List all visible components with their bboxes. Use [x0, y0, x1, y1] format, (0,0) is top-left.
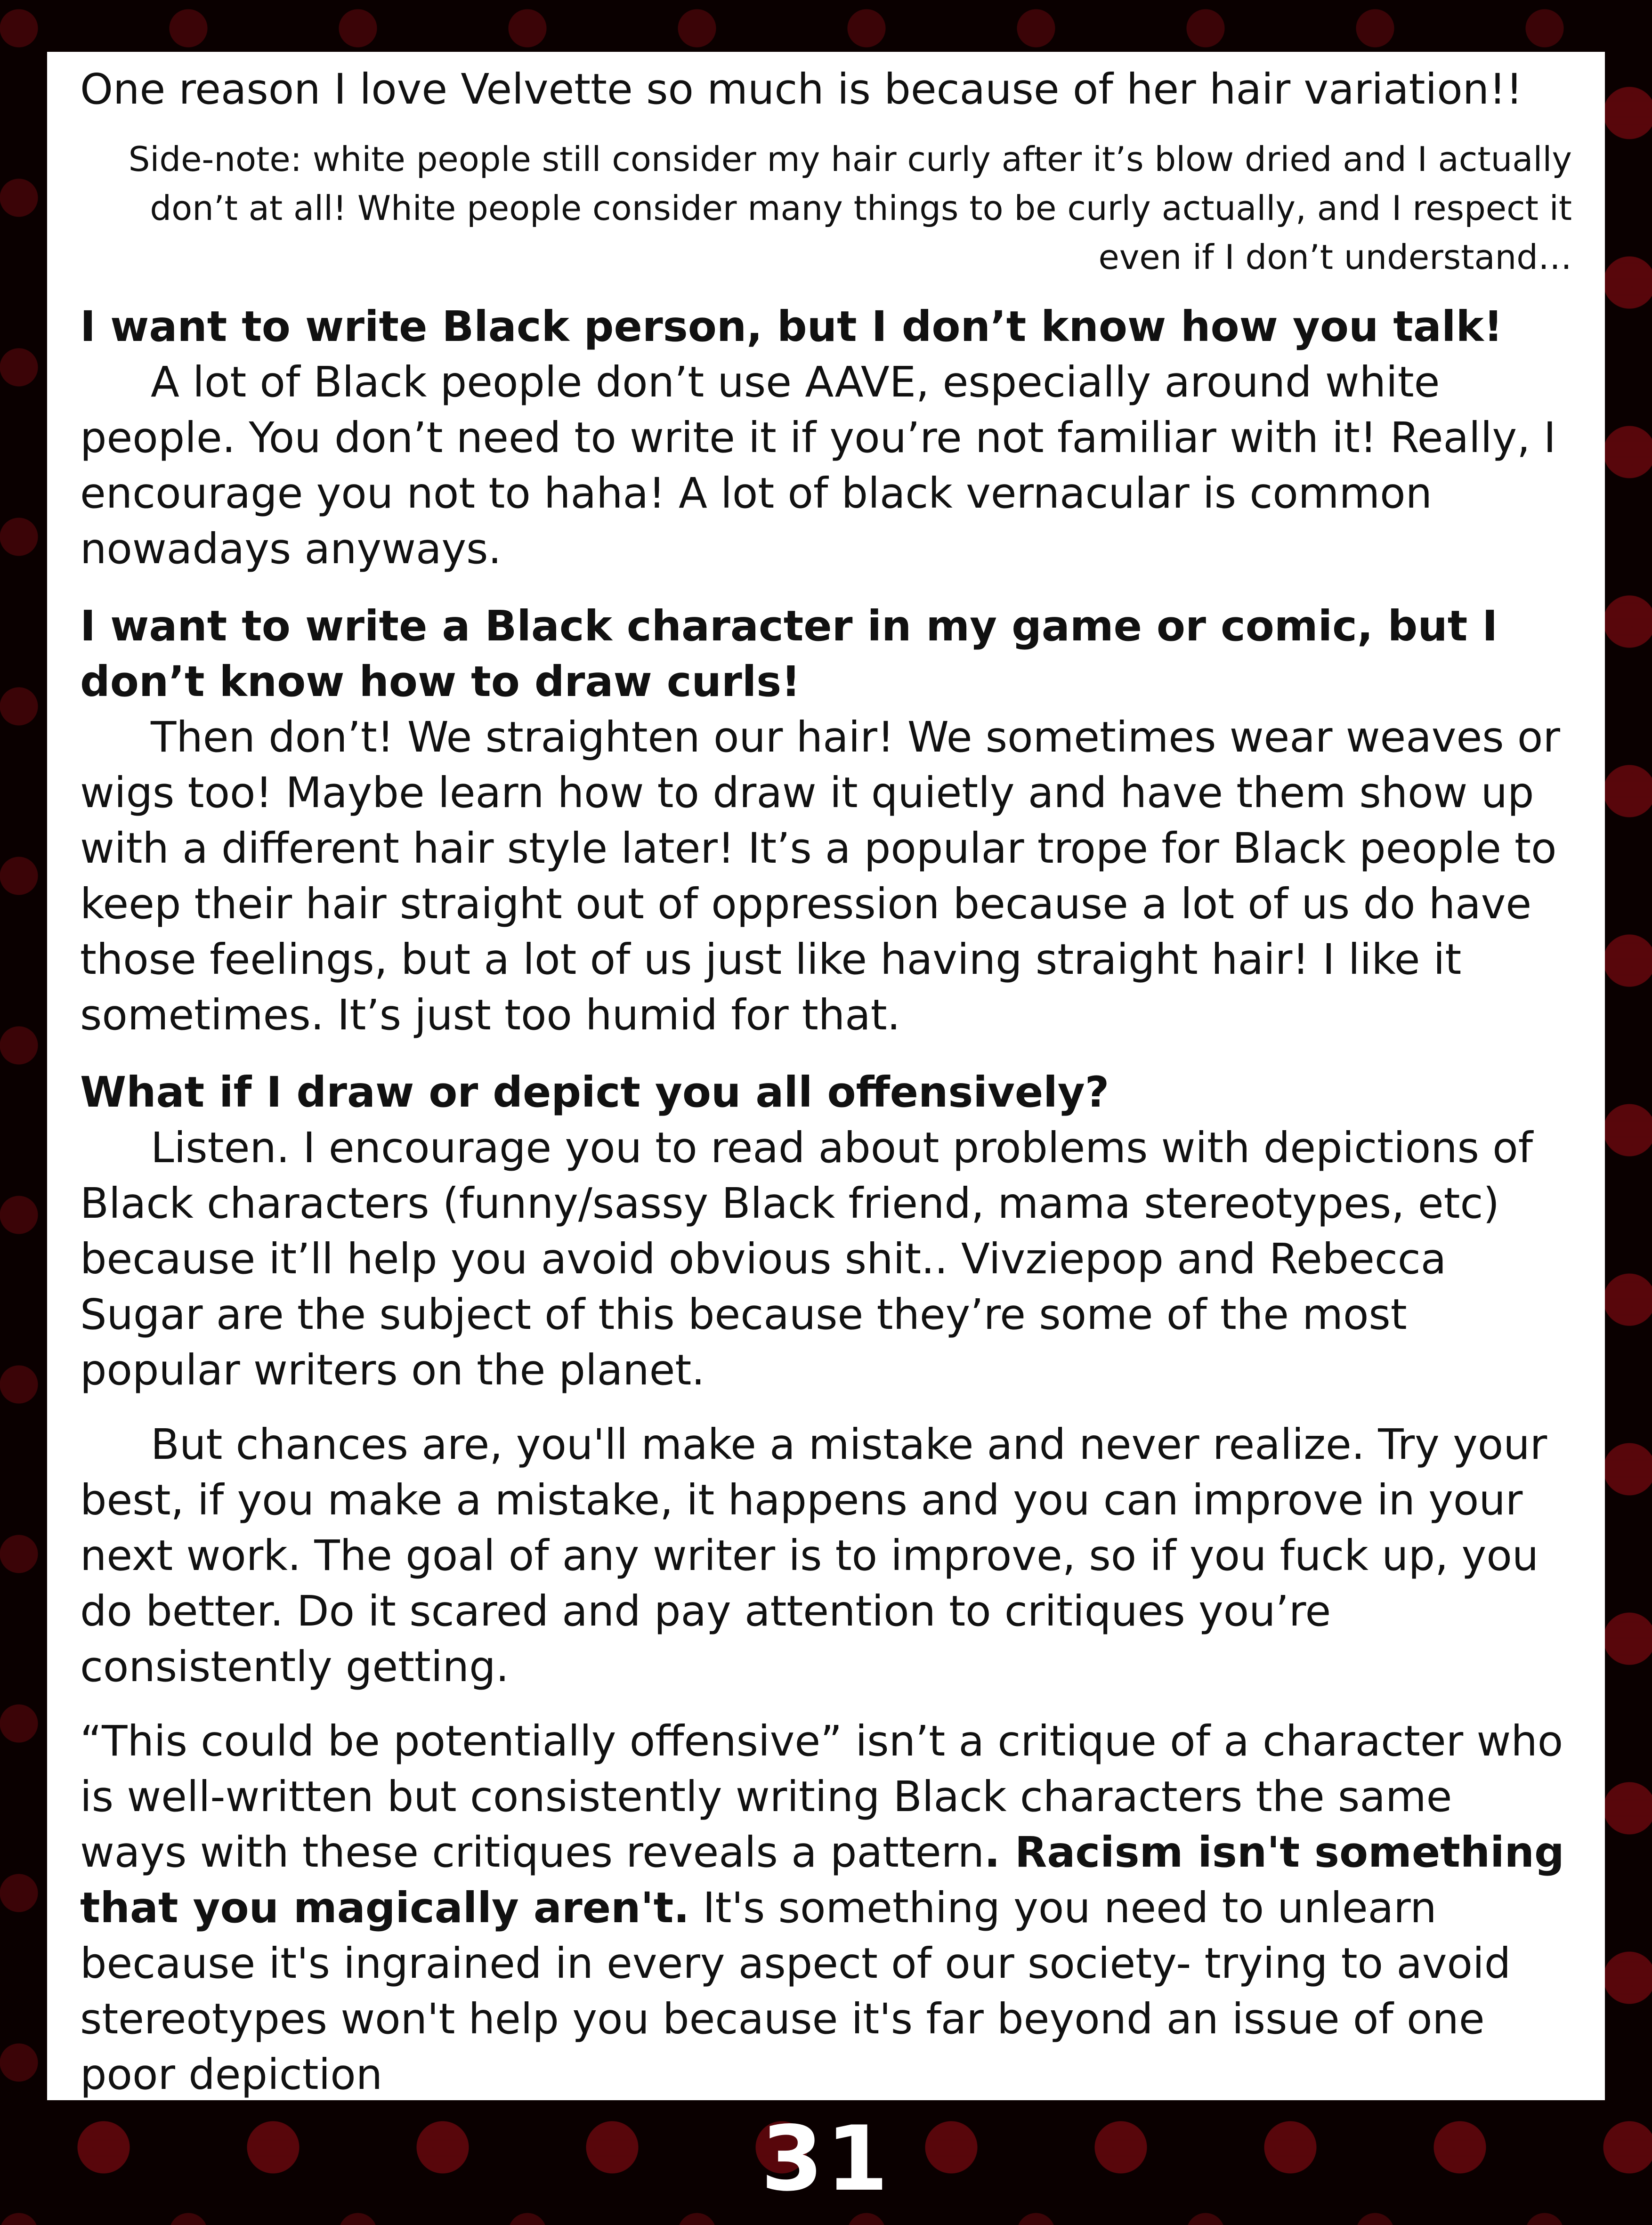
final-paragraph-text-end: It's something you need to unlearn because it's ingrained in every aspect of our society- trying to avoid stereotypes won't help you because it's far beyond an issue of one poor depiction	[80, 1883, 1511, 2099]
final-paragraph-bold: . Racism isn't something that you magically aren't.	[80, 1828, 1564, 1932]
section-heading: What if I draw or depict you all offensively?	[80, 1068, 1109, 1117]
side-note: Side-note: white people still consider my hair curly after it’s blow dried and I actually don’t at all! White people consider many things to be curly actually, and I respect it even if I don’t understand…	[128, 139, 1572, 277]
final-paragraph-text: “This could be potentially offensive” isn’t a critique of a character who is well-written but consistently writing Black characters the same ways with these critiques reveals a pattern	[80, 1716, 1563, 1877]
page-number: 31	[761, 2107, 891, 2211]
mistake-paragraph: But chances are, you'll make a mistake and never realize. Try your best, if you make a mistake, it happens and you can improve in your next work. The goal of any writer is to improve, so if you fuck up, you do better. Do it scared and pay attention to critiques you’re consistently getting.	[80, 1420, 1547, 1691]
intro-text: One reason I love Velvette so much is because of her hair variation!!	[80, 65, 1523, 113]
section-body: Listen. I encourage you to read about problems with depictions of Black characters (funny/sassy Black friend, mama stereotypes, etc) because it’ll help you avoid obvious shit.. Vivziepop and Rebecca Sugar are the subject of this because they’re some of the most popular writers on the planet.	[80, 1123, 1533, 1394]
section-heading: I want to write Black person, but I don’t know how you talk!	[80, 302, 1503, 351]
section-heading: I want to write a Black character in my game or comic, but I don’t know how to draw curls!	[80, 601, 1498, 706]
document-page	[47, 52, 1605, 2100]
section-body: A lot of Black people don’t use AAVE, especially around white people. You don’t need to write it if you’re not familiar with it! Really, I encourage you not to haha! A lot of black vernacular is common nowadays anyways.	[80, 357, 1556, 573]
final-paragraph	[80, 1713, 1572, 2100]
section-body: Then don’t! We straighten our hair! We sometimes wear weaves or wigs too! Maybe learn how to draw it quietly and have them show up with a different hair style later! It’s a popular trope for Black people to keep their hair straight out of oppression because a lot of us do have those feelings, but a lot of us just like having straight hair! I like it sometimes. It’s just too humid for that.	[80, 712, 1560, 1039]
